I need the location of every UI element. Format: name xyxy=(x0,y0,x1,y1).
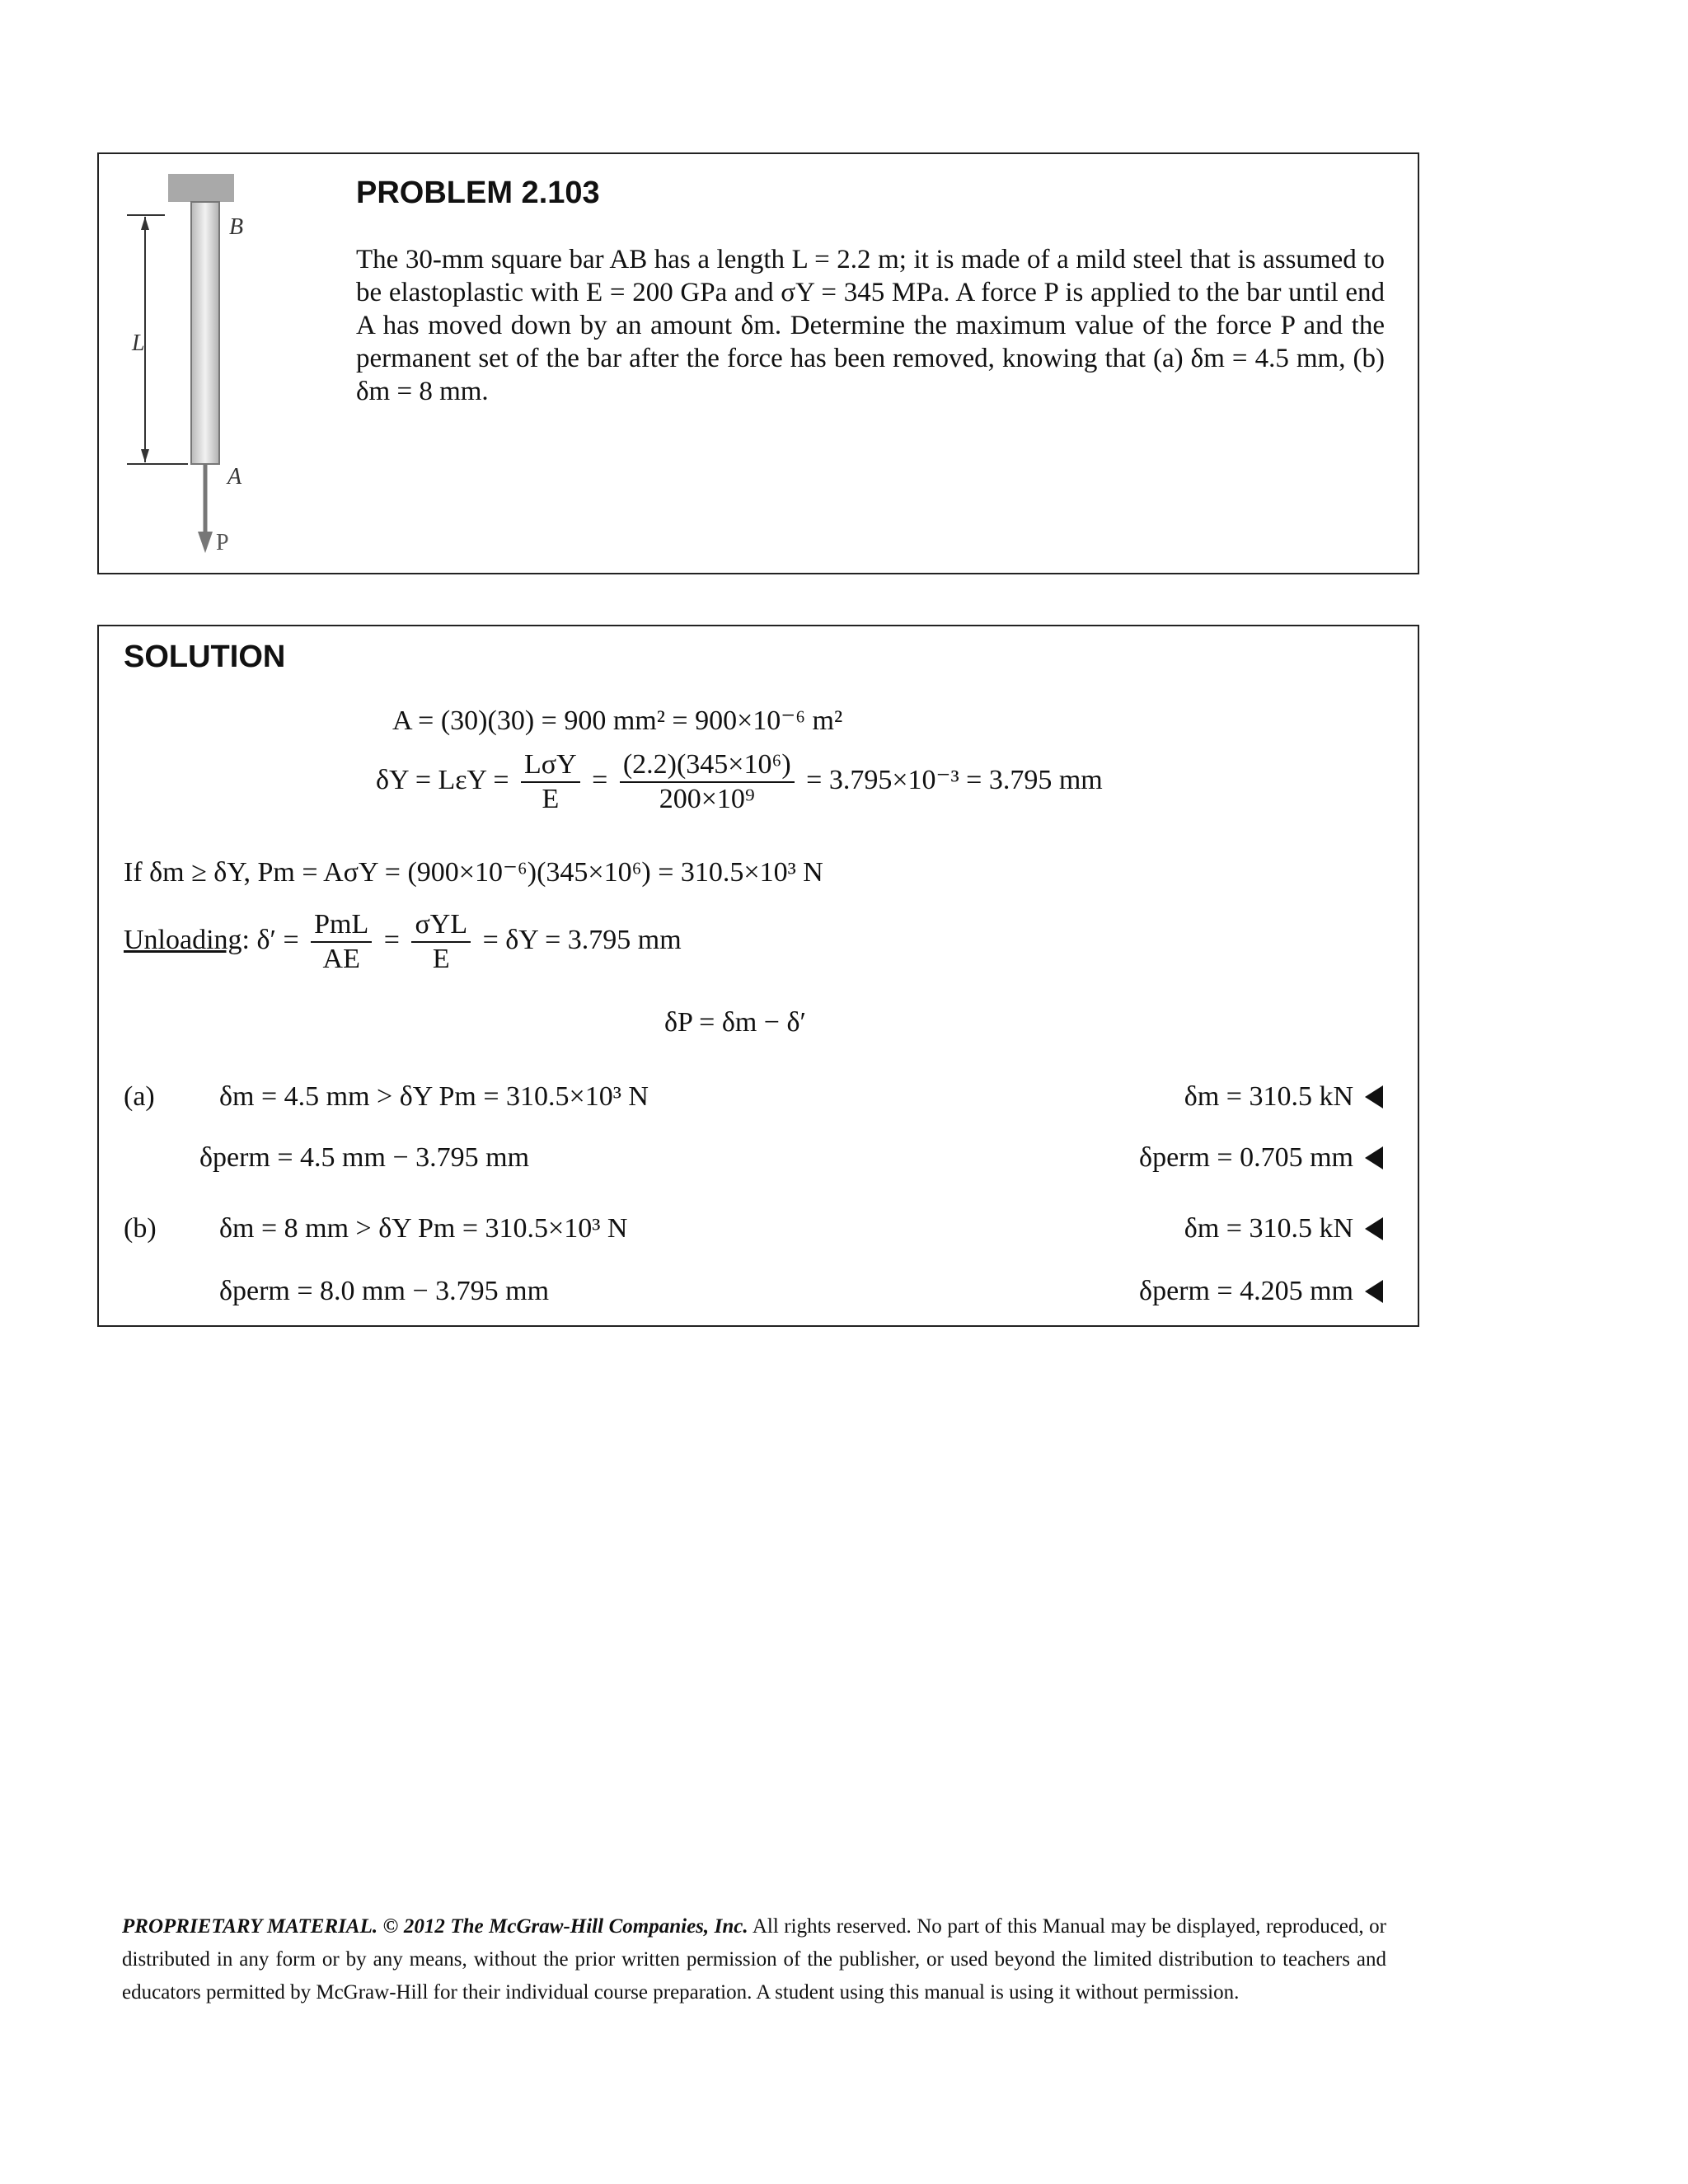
problem-statement: The 30-mm square bar AB has a length L = 2.2 m; it is made of a mild steel that is assumed to be elastoplastic with E = 200 GPa and σY = 345 MPa. A force P is applied to the bar until end A has moved down by an amount δm. Determine the maximum value of the force P and the permanent set of the bar after the force has been removed, knowing that (a) δm = 4.5 mm, (b) δm = 8 mm. xyxy=(356,245,1385,406)
label-b: B xyxy=(229,214,244,240)
fixed-support xyxy=(168,174,234,202)
unloading-lhs: : δ′ = xyxy=(241,924,299,955)
unl-frac1-num: PmL xyxy=(311,908,372,943)
permanent-set-equation: δP = δm − δ′ xyxy=(664,1007,806,1038)
label-a: A xyxy=(227,464,242,490)
dy-lhs: δY = LεY = xyxy=(376,764,509,795)
solution-title: SOLUTION xyxy=(124,640,286,674)
answer-arrow-icon xyxy=(1365,1217,1383,1240)
label-p: P xyxy=(216,530,229,555)
dy-frac2-den: 200×10⁹ xyxy=(659,784,755,814)
answer-arrow-icon xyxy=(1365,1146,1383,1169)
unloading-equation xyxy=(124,908,682,976)
part-a-line1: δm = 4.5 mm > δY Pm = 310.5×10³ N xyxy=(219,1081,649,1112)
part-a-line2: δperm = 4.5 mm − 3.795 mm xyxy=(199,1142,530,1173)
problem-title: PROBLEM 2.103 xyxy=(356,176,600,210)
unl-frac1-den: AE xyxy=(322,944,360,974)
unloading-label: Unloading xyxy=(124,924,242,955)
dy-frac2-num: (2.2)(345×10⁶) xyxy=(620,748,795,783)
part-a-label: (a) xyxy=(124,1081,155,1112)
unl-frac1 xyxy=(311,908,372,976)
part-b-answer-force: δm = 310.5 kN xyxy=(1184,1213,1383,1244)
dy-eq: = xyxy=(592,764,608,795)
part-b-line2: δperm = 8.0 mm − 3.795 mm xyxy=(219,1276,550,1306)
label-l: L xyxy=(132,330,145,356)
unl-frac2-num: σYL xyxy=(411,908,471,943)
max-force-equation: If δm ≥ δY, Pm = AσY = (900×10⁻⁶)(345×10⁶) = 310.5×10³ N xyxy=(124,857,823,888)
footer-text: All rights reserved. No part of this Manual may be displayed, reproduced, or distributed in any form or by any means, without the prior written permission of the publisher, or used beyond the limited distribution to teachers and educators permitted by McGraw-Hill for their individual course preparation. A student using this manual is using it without permission. xyxy=(122,1915,1386,2004)
footer-lead: PROPRIETARY MATERIAL. © 2012 The McGraw-Hill Companies, Inc. xyxy=(122,1915,748,1938)
answer-arrow-icon xyxy=(1365,1280,1383,1303)
part-b-line1: δm = 8 mm > δY Pm = 310.5×10³ N xyxy=(219,1213,628,1244)
problem-box xyxy=(97,152,1419,574)
force-p-arrow-icon xyxy=(198,532,213,553)
part-b-answer-perm: δperm = 4.205 mm xyxy=(1139,1276,1383,1307)
solution-box xyxy=(97,625,1419,1327)
yield-deflection-equation xyxy=(376,748,1103,816)
dy-rhs: = 3.795×10⁻³ = 3.795 mm xyxy=(806,764,1103,795)
unl-frac2 xyxy=(411,908,471,976)
unloading-rhs: = δY = 3.795 mm xyxy=(482,924,682,955)
dy-frac1-num: LσY xyxy=(521,748,580,783)
part-a-answer-force: δm = 310.5 kN xyxy=(1184,1081,1383,1113)
area-equation: A = (30)(30) = 900 mm² = 900×10⁻⁶ m² xyxy=(392,705,843,736)
part-b-label: (b) xyxy=(124,1213,157,1244)
unl-eq: = xyxy=(383,924,400,955)
dy-frac1 xyxy=(521,748,580,816)
bar-ab xyxy=(191,202,219,464)
dy-frac2 xyxy=(620,748,795,816)
part-a-answer-perm: δperm = 0.705 mm xyxy=(1139,1142,1383,1174)
answer-arrow-icon xyxy=(1365,1085,1383,1108)
dy-frac1-den: E xyxy=(542,784,560,814)
copyright-footer xyxy=(122,1910,1386,2009)
bar-figure xyxy=(107,162,272,574)
unl-frac2-den: E xyxy=(432,944,450,974)
